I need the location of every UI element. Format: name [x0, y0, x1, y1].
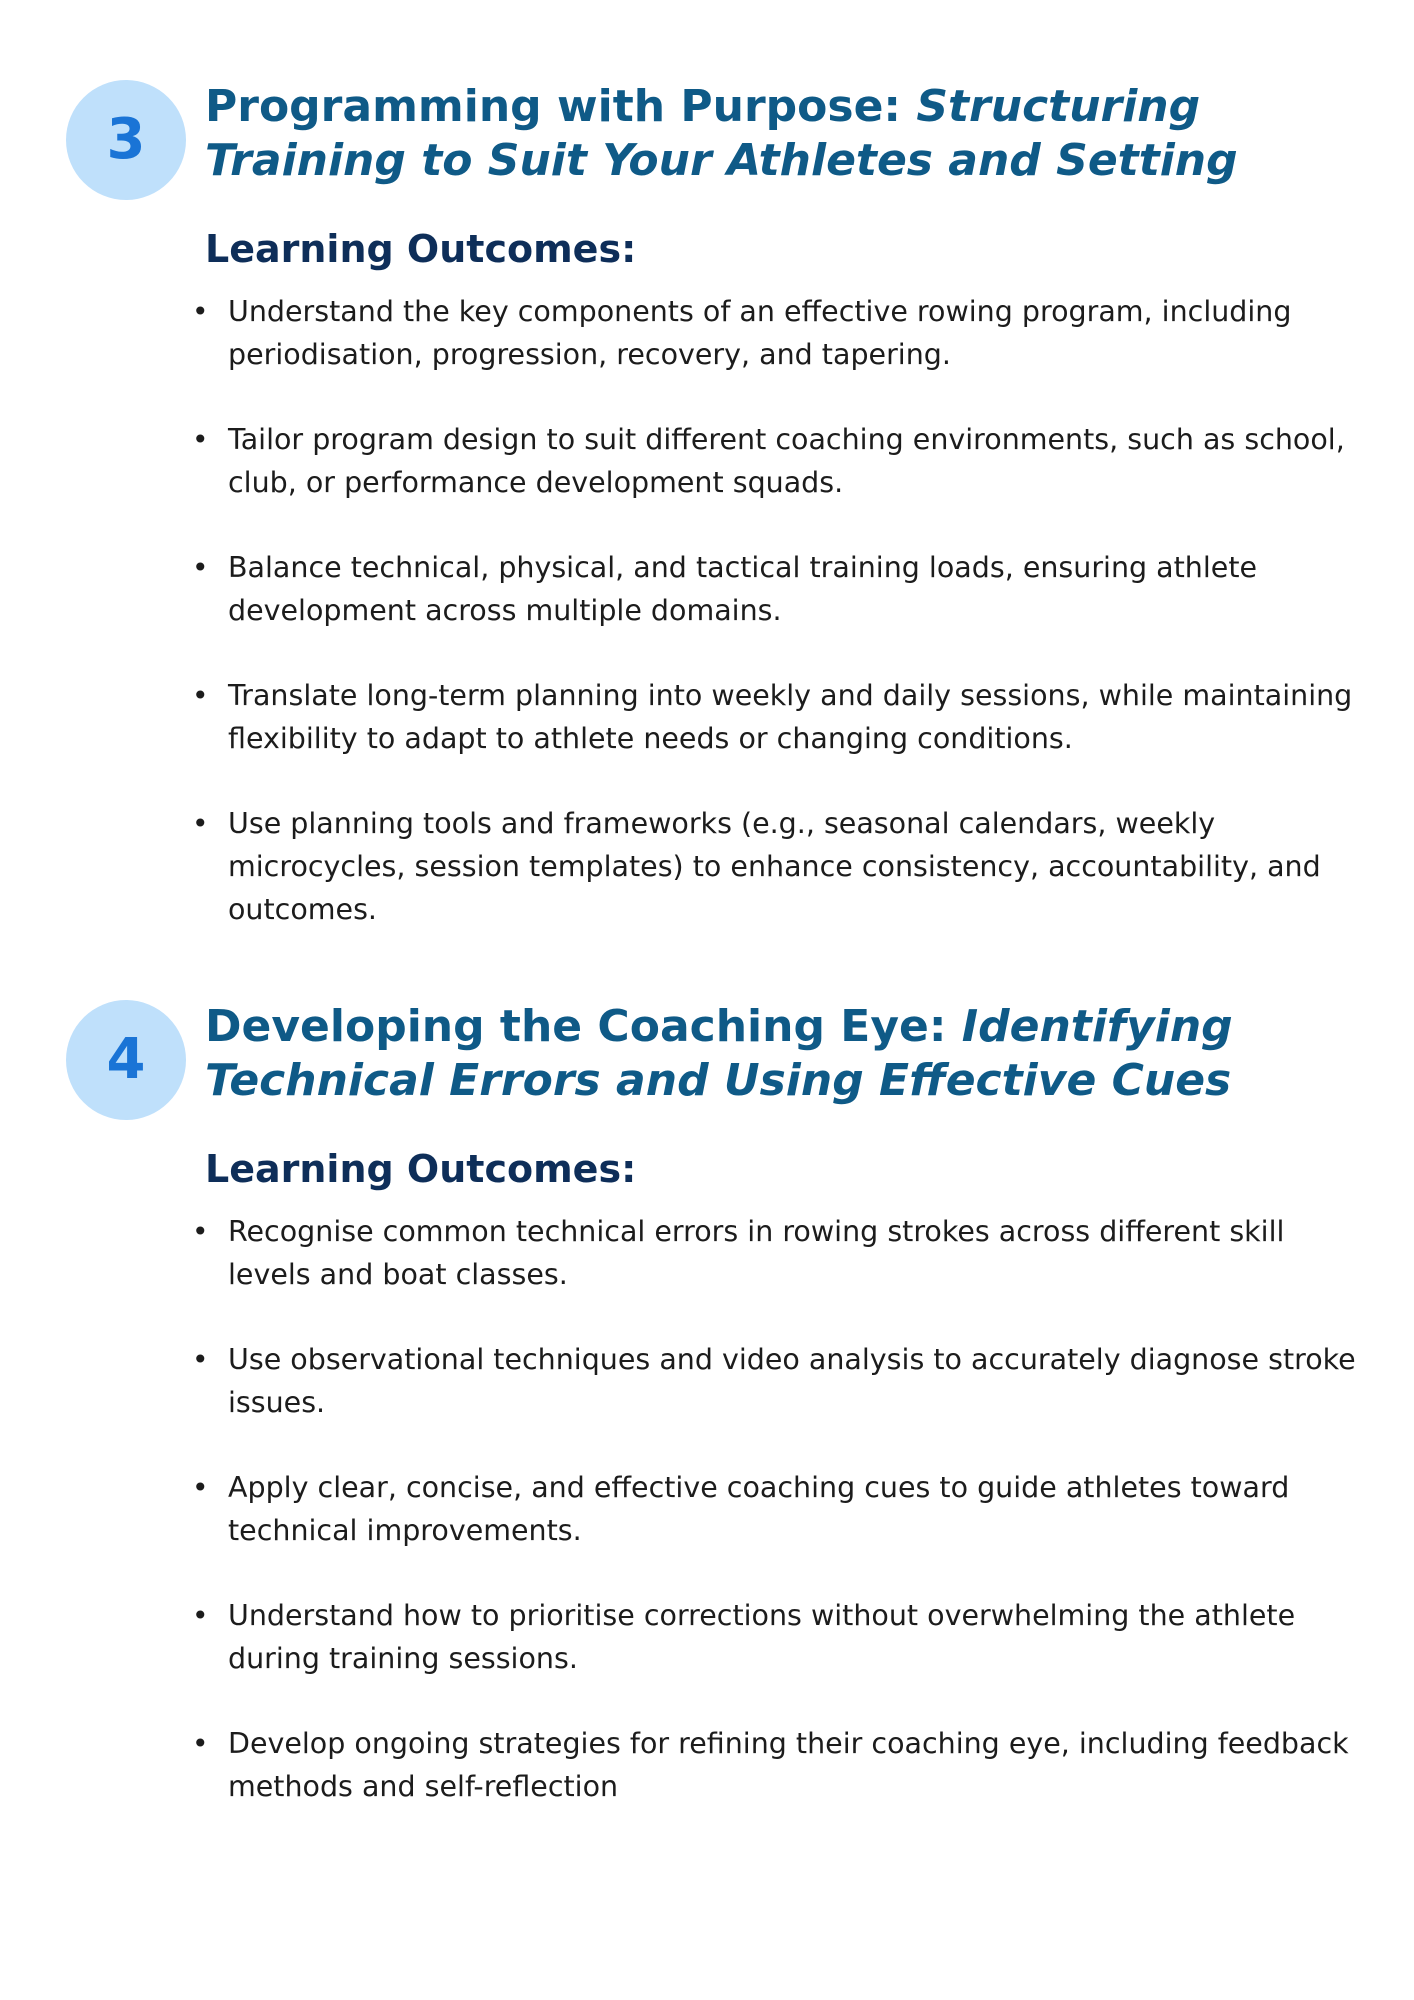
list-item-text: Tailor program design to suit different coaching environments, such as school, club, or performance development squads. [228, 423, 1345, 499]
module-title-main: Developing the Coaching Eye: [205, 1001, 962, 1052]
list-item-text: Understand the key components of an effective rowing program, including periodisation, progression, recovery, and tapering. [228, 295, 1292, 371]
module-title-main: Programming with Purpose: [205, 81, 917, 132]
list-item [192, 802, 1358, 931]
list-item [192, 674, 1358, 760]
learning-outcomes-heading: Learning Outcomes: [205, 227, 637, 271]
list-item [192, 1210, 1358, 1296]
module-title-subtitle: Identifying Technical Errors and Using Effective Cues [205, 1001, 1233, 1106]
bullet-icon: • [192, 807, 209, 840]
module-number-badge: 4 [66, 1000, 186, 1120]
module-title [205, 80, 1355, 188]
bullet-icon: • [192, 1343, 209, 1376]
list-item [192, 1466, 1358, 1552]
bullet-icon: • [192, 295, 209, 328]
list-item [192, 546, 1358, 632]
list-item-text: Recognise common technical errors in rowing strokes across different skill levels and boat classes. [228, 1215, 1285, 1291]
bullet-icon: • [192, 1599, 209, 1632]
module-title-subtitle: Structuring Training to Suit Your Athletes and Setting [205, 81, 1238, 186]
list-item-text: Apply clear, concise, and effective coaching cues to guide athletes toward technical improvements. [228, 1471, 1290, 1547]
bullet-icon: • [192, 423, 209, 456]
learning-outcomes-heading: Learning Outcomes: [205, 1147, 637, 1191]
bullet-icon: • [192, 551, 209, 584]
bullet-icon: • [192, 1727, 209, 1760]
module-title [205, 1000, 1355, 1108]
bullet-icon: • [192, 1471, 209, 1504]
list-item-text: Understand how to prioritise corrections without overwhelming the athlete during training sessions. [228, 1599, 1296, 1675]
bullet-icon: • [192, 1215, 209, 1248]
list-item [192, 1594, 1358, 1680]
module-number-badge: 3 [66, 80, 186, 200]
list-item [192, 290, 1358, 376]
list-item [192, 1722, 1358, 1808]
list-item [192, 1338, 1358, 1424]
list-item [192, 418, 1358, 504]
list-item-text: Translate long-term planning into weekly and daily sessions, while maintaining flexibility to adapt to athlete needs or changing conditions. [228, 679, 1353, 755]
list-item-text: Develop ongoing strategies for refining their coaching eye, including feedback methods and self-reflection [228, 1727, 1349, 1803]
learning-outcomes-list [192, 1210, 1358, 1850]
list-item-text: Use planning tools and frameworks (e.g., seasonal calendars, weekly microcycles, session templates) to enhance consistency, accountability, and outcomes. [228, 807, 1321, 926]
list-item-text: Balance technical, physical, and tactical training loads, ensuring athlete development across multiple domains. [228, 551, 1258, 627]
list-item-text: Use observational techniques and video analysis to accurately diagnose stroke issues. [228, 1343, 1356, 1419]
learning-outcomes-list [192, 290, 1358, 973]
bullet-icon: • [192, 679, 209, 712]
